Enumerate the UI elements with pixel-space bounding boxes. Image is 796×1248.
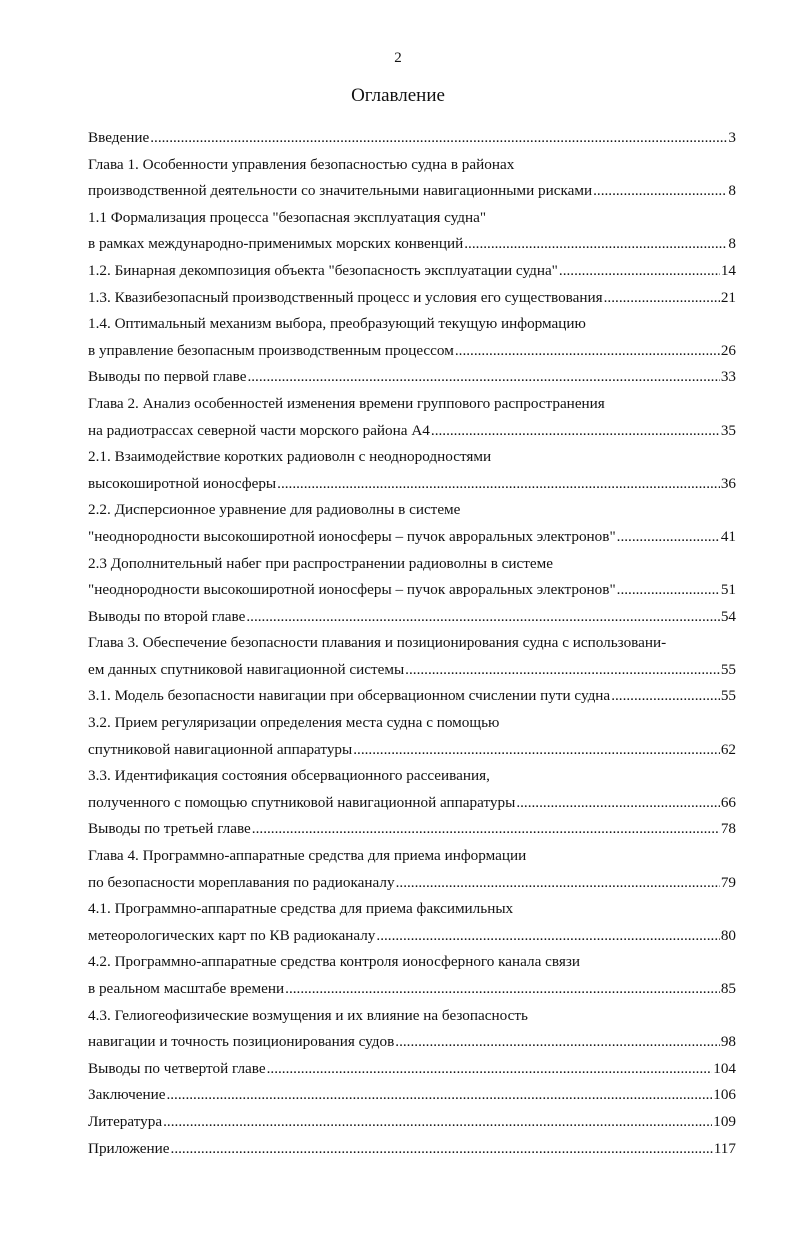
toc-item-title: навигации и точность позиционирования судов: [88, 1033, 395, 1051]
toc-item-entry-line: [88, 816, 736, 843]
page-title: Оглавление: [351, 85, 445, 106]
dot-leader: [617, 577, 720, 604]
toc-item-title: Литература: [88, 1112, 163, 1130]
toc-item-entry-line: [88, 683, 736, 710]
toc-item-page-number: 36: [720, 474, 736, 492]
dot-leader: [559, 258, 720, 285]
dot-leader: [353, 737, 720, 764]
toc-item-title: в рамках международно-применимых морских конвенций: [88, 235, 464, 253]
dot-leader: [405, 657, 720, 684]
toc-item-heading-line: 3.2. Прием регуляризации определения места судна с помощью: [88, 714, 500, 732]
toc-item-entry-line: [88, 1136, 736, 1163]
toc-item-title: 1.2. Бинарная декомпозиция объекта "безопасность эксплуатации судна": [88, 261, 558, 279]
toc-item-title: 1.3. Квазибезопасный производственный процесс и условия его существования: [88, 288, 603, 306]
toc-item-heading-line: Глава 1. Особенности управления безопасностью судна в районах: [88, 155, 515, 173]
toc-item[interactable]: [88, 1136, 736, 1163]
toc-item[interactable]: [88, 683, 736, 710]
toc-item[interactable]: [88, 258, 736, 285]
toc-item[interactable]: [88, 391, 736, 444]
toc-item[interactable]: [88, 1003, 736, 1056]
toc-item[interactable]: [88, 816, 736, 843]
toc-item[interactable]: [88, 763, 736, 816]
toc-item-entry-line: [88, 604, 736, 631]
toc-item-entry-line: [88, 418, 736, 445]
toc-item-entry-line: [88, 258, 736, 285]
toc-item-title: производственной деятельности со значительными навигационными рисками: [88, 182, 593, 200]
toc-item-entry-line: [88, 285, 736, 312]
toc-item-title: спутниковой навигационной аппаратуры: [88, 740, 353, 758]
dot-leader: [171, 1136, 713, 1163]
toc-item-page-number: 54: [720, 607, 736, 625]
dot-leader: [277, 471, 720, 498]
dot-leader: [246, 604, 719, 631]
toc-item-page-number: 66: [720, 793, 736, 811]
toc-item-title: ем данных спутниковой навигационной системы: [88, 660, 405, 678]
dot-leader: [396, 870, 720, 897]
toc-item-entry-line: [88, 125, 736, 152]
toc-item-heading-line: 2.3 Дополнительный набег при распространении радиоволны в системе: [88, 554, 554, 572]
toc-item-title: Выводы по первой главе: [88, 368, 247, 386]
toc-item-page-number: 51: [720, 581, 736, 599]
toc-item[interactable]: [88, 551, 736, 604]
toc-item-page-number: 55: [720, 687, 736, 705]
dot-leader: [247, 364, 719, 391]
toc-item[interactable]: [88, 497, 736, 550]
toc-item-page-number: 14: [720, 261, 736, 279]
toc-item[interactable]: [88, 710, 736, 763]
toc-item-entry-line: [88, 364, 736, 391]
toc-item-heading-line: 4.1. Программно-аппаратные средства для приема факсимильных: [88, 900, 514, 918]
toc-item[interactable]: [88, 604, 736, 631]
toc-item-entry-line: [88, 737, 736, 764]
toc-item-title: Введение: [88, 129, 150, 146]
toc-item[interactable]: [88, 444, 736, 497]
toc-item-heading-line: 2.1. Взаимодействие коротких радиоволн с неоднородностями: [88, 448, 492, 466]
toc-item-page-number: 26: [720, 341, 736, 359]
toc-item-title: Выводы по второй главе: [88, 607, 246, 625]
toc-item-page-number: 109: [713, 1112, 736, 1130]
toc-item-title: полученного с помощью спутниковой навигационной аппаратуры: [88, 793, 516, 811]
toc-item-entry-line: [88, 178, 736, 205]
dot-leader: [150, 125, 727, 152]
toc-item-title: по безопасности мореплавания по радиоканалу: [88, 873, 395, 891]
toc-item[interactable]: [88, 896, 736, 949]
toc-item[interactable]: [88, 364, 736, 391]
toc-item[interactable]: [88, 285, 736, 312]
toc-item-heading-line: Глава 2. Анализ особенностей изменения времени группового распространения: [88, 394, 605, 412]
dot-leader: [395, 1029, 720, 1056]
toc-item-title: на радиотрассах северной части морского района А4: [88, 421, 430, 439]
toc-item[interactable]: [88, 843, 736, 896]
dot-leader: [455, 338, 720, 365]
toc-item-title: Выводы по четвертой главе: [88, 1059, 266, 1077]
toc-item-heading-line: 1.1 Формализация процесса "безопасная эксплуатация судна": [88, 208, 487, 226]
toc-item-page-number: 80: [720, 926, 736, 944]
dot-leader: [163, 1109, 712, 1136]
toc-item-heading-line: 4.2. Программно-аппаратные средства контроля ионосферного канала связи: [88, 953, 580, 971]
toc-item-page-number: 55: [720, 660, 736, 678]
toc-item-entry-line: [88, 870, 736, 897]
dot-leader: [431, 418, 720, 445]
toc-item-title: в управление безопасным производственным процессом: [88, 341, 454, 359]
toc-item[interactable]: [88, 205, 736, 258]
toc-item-entry-line: [88, 976, 736, 1003]
toc-item-page-number: 117: [713, 1139, 736, 1157]
toc-item[interactable]: [88, 949, 736, 1002]
toc-item[interactable]: [88, 152, 736, 205]
toc-item[interactable]: [88, 311, 736, 364]
toc-item-heading-line: Глава 3. Обеспечение безопасности плавания и позиционирования судна с использовани-: [88, 634, 667, 652]
toc-item-page-number: 78: [720, 820, 736, 838]
toc-item-entry-line: [88, 1056, 736, 1083]
toc-item[interactable]: [88, 1109, 736, 1136]
toc-item-heading-line: 1.4. Оптимальный механизм выбора, преобразующий текущую информацию: [88, 315, 586, 333]
toc-item-entry-line: [88, 1109, 736, 1136]
page-number: 2: [394, 50, 402, 66]
table-of-contents: [88, 125, 736, 1162]
toc-item-title: Заключение: [88, 1086, 166, 1104]
toc-item-page-number: 8: [728, 235, 736, 253]
toc-item-entry-line: [88, 471, 736, 498]
dot-leader: [166, 1082, 712, 1109]
toc-item-title: "неоднородности высокоширотной ионосферы – пучок авроральных электронов": [88, 527, 616, 545]
toc-item-title: высокоширотной ионосферы: [88, 474, 277, 492]
toc-item-entry-line: [88, 577, 736, 604]
toc-item-title: "неоднородности высокоширотной ионосферы – пучок авроральных электронов": [88, 581, 616, 599]
toc-item-heading-line: 3.3. Идентификация состояния обсервационного рассеивания,: [88, 767, 490, 785]
toc-item-title: Выводы по третьей главе: [88, 820, 251, 838]
toc-item-title: 3.1. Модель безопасности навигации при обсервационном счислении пути судна: [88, 687, 611, 705]
toc-item-page-number: 85: [720, 980, 736, 997]
toc-item-page-number: 21: [720, 288, 736, 306]
toc-item[interactable]: [88, 125, 736, 152]
toc-item-page-number: 62: [720, 740, 736, 758]
toc-item-page-number: 3: [728, 129, 736, 146]
toc-item-entry-line: [88, 790, 736, 817]
toc-item-entry-line: [88, 338, 736, 365]
dot-leader: [516, 790, 720, 817]
toc-item-heading-line: Глава 4. Программно-аппаратные средства для приема информации: [88, 847, 527, 865]
dot-leader: [611, 683, 720, 710]
dot-leader: [617, 524, 720, 551]
toc-item-page-number: 98: [720, 1033, 736, 1051]
dot-leader: [464, 231, 727, 258]
toc-item-page-number: 79: [720, 873, 736, 891]
toc-item-title: метеорологических карт по КВ радиоканалу: [88, 926, 376, 944]
dot-leader: [285, 976, 720, 1003]
toc-item[interactable]: [88, 630, 736, 683]
toc-item-title: в реальном масштабе времени: [88, 980, 285, 997]
toc-item[interactable]: [88, 1082, 736, 1109]
dot-leader: [604, 285, 720, 312]
toc-item-entry-line: [88, 231, 736, 258]
toc-item-entry-line: [88, 524, 736, 551]
dot-leader: [593, 178, 727, 205]
toc-item-page-number: 33: [720, 368, 736, 386]
toc-item-page-number: 8: [728, 182, 736, 200]
toc-item-title: Приложение: [88, 1139, 170, 1157]
toc-item-entry-line: [88, 1082, 736, 1109]
toc-item-heading-line: 4.3. Гелиогеофизические возмущения и их влияние на безопасность: [88, 1006, 528, 1024]
toc-item-entry-line: [88, 923, 736, 950]
toc-item-page-number: 41: [720, 527, 736, 545]
dot-leader: [267, 1056, 713, 1083]
toc-item-page-number: 35: [720, 421, 736, 439]
toc-item[interactable]: [88, 1056, 736, 1083]
dot-leader: [376, 923, 719, 950]
toc-item-page-number: 106: [713, 1086, 736, 1104]
toc-item-page-number: 104: [713, 1059, 736, 1077]
dot-leader: [252, 816, 720, 843]
toc-item-heading-line: 2.2. Дисперсионное уравнение для радиоволны в системе: [88, 501, 461, 519]
toc-item-entry-line: [88, 1029, 736, 1056]
toc-item-entry-line: [88, 657, 736, 684]
